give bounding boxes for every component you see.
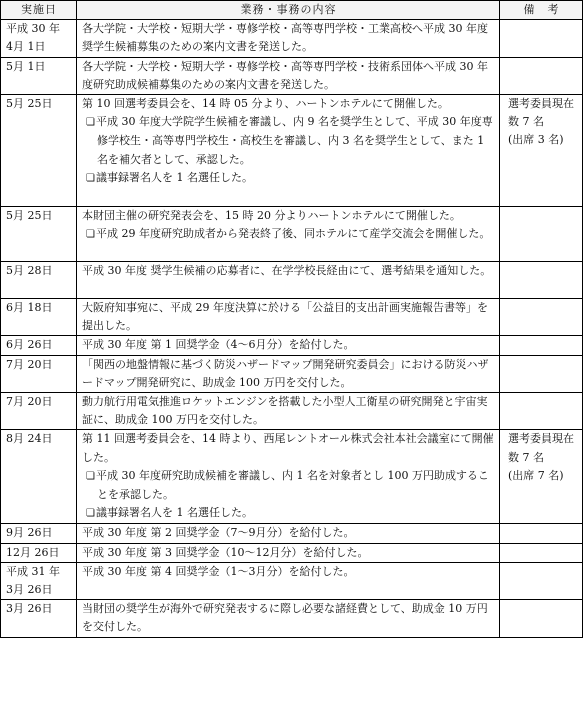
row-text: 当財団の奨学生が海外で研究発表するに際し必要な諸経費として、助成金 10 万円を交付した。 <box>82 602 488 634</box>
row-content <box>77 262 500 299</box>
row-content <box>77 57 500 94</box>
table-row <box>1 95 583 207</box>
row-content <box>77 20 500 57</box>
row-subitem <box>82 504 495 523</box>
row-date: 3月 26日 <box>1 600 77 637</box>
row-content <box>77 562 500 599</box>
row-note <box>500 562 583 599</box>
row-text: 第 10 回選考委員会を、14 時 05 分より、ハートンホテルにて開催した。 <box>82 97 449 111</box>
row-subitem-text: 平成 30 年度大学院学生候補を審議し、内 9 名を奨学生として、平成 30 年度専修学校生・高等専門学校生・高校生を審議し、内 3 名を奨学生として、また 1 名を補欠者として、承認した。 <box>95 115 493 166</box>
row-content <box>77 430 500 524</box>
row-note <box>500 299 583 336</box>
row-date: 6月 18日 <box>1 299 77 336</box>
table-row <box>1 299 583 336</box>
row-content <box>77 600 500 637</box>
row-content <box>77 207 500 262</box>
row-date: 5月 25日 <box>1 207 77 262</box>
row-text: 平成 30 年度 第 3 回奨学金（10〜12月分）を給付した。 <box>82 545 369 559</box>
table-row <box>1 336 583 355</box>
row-content <box>77 336 500 355</box>
row-text: 本財団主催の研究発表会を、15 時 20 分よりハートンホテルにて開催した。 <box>82 209 461 223</box>
row-text: 平成 30 年度 奨学生候補の応募者に、在学学校長経由にて、選考結果を通知した。 <box>82 264 492 278</box>
row-date: 平成 31 年 3月 26日 <box>1 562 77 599</box>
checkbox-square-icon: ❏ <box>86 117 95 129</box>
row-note <box>500 336 583 355</box>
row-subitem-text: 平成 30 年度研究助成候補を審議し、内 1 名を対象者とし 100 万円助成することを承認した。 <box>95 468 489 502</box>
row-note <box>500 262 583 299</box>
row-date: 5月 1日 <box>1 57 77 94</box>
row-subitem <box>82 113 495 169</box>
row-subitem-text: 議事録署名人を 1 名選任した。 <box>95 170 253 184</box>
row-note <box>500 20 583 57</box>
checkbox-square-icon: ❏ <box>86 172 95 184</box>
table-row <box>1 207 583 262</box>
table-row <box>1 20 583 57</box>
table-row <box>1 262 583 299</box>
checkbox-square-icon: ❏ <box>86 470 95 482</box>
row-date: 9月 26日 <box>1 524 77 543</box>
row-date: 6月 26日 <box>1 336 77 355</box>
row-subitem <box>82 225 495 244</box>
row-date: 5月 28日 <box>1 262 77 299</box>
table-row <box>1 393 583 430</box>
row-date: 5月 25日 <box>1 95 77 207</box>
row-content <box>77 524 500 543</box>
row-date: 7月 20日 <box>1 355 77 392</box>
row-note <box>500 393 583 430</box>
header-date: 実施日 <box>1 1 77 20</box>
row-date: 平成 30 年 4月 1日 <box>1 20 77 57</box>
row-text: 大阪府知事宛に、平成 29 年度決算に於ける「公益目的支出計画実施報告書等」を提出した。 <box>82 301 488 333</box>
table-row <box>1 57 583 94</box>
row-note <box>500 600 583 637</box>
table-row <box>1 355 583 392</box>
header-row <box>1 1 583 20</box>
row-note: 選考委員現在数 7 名 (出席 3 名) <box>500 95 583 207</box>
table-row <box>1 562 583 599</box>
table-row <box>1 430 583 524</box>
checkbox-square-icon: ❏ <box>86 508 95 520</box>
table-row <box>1 600 583 637</box>
row-text: 平成 30 年度 第 1 回奨学金（4〜6月分）を給付した。 <box>82 338 355 352</box>
checkbox-square-icon: ❏ <box>86 229 95 241</box>
row-note: 選考委員現在数 7 名 (出席 7 名) <box>500 430 583 524</box>
row-content <box>77 543 500 562</box>
row-text: 各大学院・大学校・短期大学・専修学校・高等専門学校・技術系団体へ平成 30 年度研究助成候補募集のための案内文書を発送した。 <box>82 59 488 91</box>
row-note <box>500 543 583 562</box>
row-content <box>77 95 500 207</box>
row-content <box>77 393 500 430</box>
row-subitem <box>82 467 495 504</box>
row-subitem-text: 議事録署名人を 1 名選任した。 <box>95 506 253 520</box>
row-text: 各大学院・大学校・短期大学・専修学校・高等専門学校・工業高校へ平成 30 年度奨学生候補募集のための案内文書を発送した。 <box>82 22 488 54</box>
row-date: 8月 24日 <box>1 430 77 524</box>
row-date: 12月 26日 <box>1 543 77 562</box>
row-content <box>77 355 500 392</box>
row-text: 平成 30 年度 第 2 回奨学金（7〜9月分）を給付した。 <box>82 526 355 540</box>
row-note <box>500 524 583 543</box>
row-note <box>500 207 583 262</box>
row-text: 「関西の地盤情報に基づく防災ハザードマップ開発研究委員会」における防災ハザードマップ開発研究に、助成金 100 万円を交付した。 <box>82 357 489 389</box>
row-text: 動力航行用電気推進ロケットエンジンを搭載した小型人工衛星の研究開発と宇宙実証に、助成金 100 万円を交付した。 <box>82 395 488 427</box>
row-note <box>500 355 583 392</box>
table-row <box>1 543 583 562</box>
row-subitem-text: 平成 29 年度研究助成者から発表終了後、同ホテルにて産学交流会を開催した。 <box>95 227 491 241</box>
row-text: 平成 30 年度 第 4 回奨学金（1〜3月分）を給付した。 <box>82 564 355 578</box>
table-row <box>1 524 583 543</box>
row-text: 第 11 回選考委員会を、14 時より、西尾レントオール株式会社本社会議室にて開催した。 <box>82 432 494 464</box>
header-notes: 備 考 <box>500 1 583 20</box>
row-content <box>77 299 500 336</box>
row-note <box>500 57 583 94</box>
row-date: 7月 20日 <box>1 393 77 430</box>
row-subitem <box>82 169 495 188</box>
header-content: 業務・事務の内容 <box>77 1 500 20</box>
